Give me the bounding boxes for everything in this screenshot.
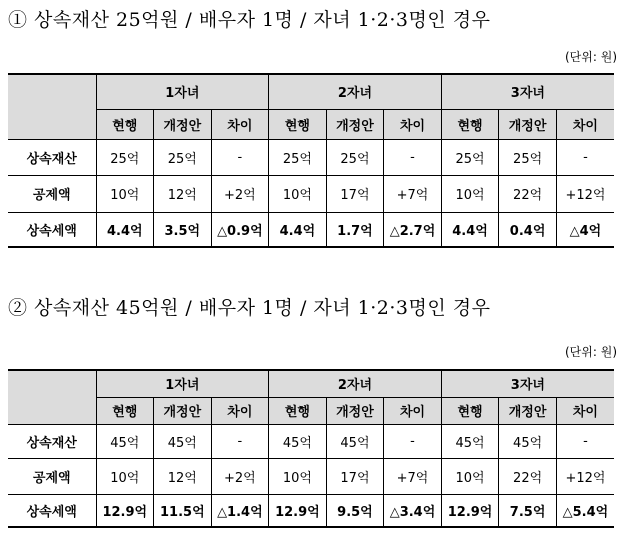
sub-header: 현행 xyxy=(441,109,499,139)
inheritance-tax-table-2 xyxy=(8,369,614,528)
section-heading: ② 상속재산 45억원 / 배우자 1명 / 자녀 1·2·3명인 경우 xyxy=(8,297,491,319)
table-cell: 4.4억 xyxy=(269,212,327,247)
row-label: 공제액 xyxy=(8,458,96,494)
inheritance-tax-table-1 xyxy=(8,73,614,248)
sub-header: 현행 xyxy=(269,109,327,139)
table-cell: △3.4억 xyxy=(384,494,442,527)
table-cell: △2.7억 xyxy=(384,212,442,247)
table-cell: 10억 xyxy=(96,175,154,212)
table-cell: 12.9억 xyxy=(96,494,154,527)
table-row xyxy=(8,458,614,494)
table-cell: 25억 xyxy=(441,139,499,175)
header-corner xyxy=(8,74,96,139)
table-cell: - xyxy=(211,139,269,175)
table-cell: 4.4억 xyxy=(96,212,154,247)
table-cell: 12.9억 xyxy=(441,494,499,527)
table-cell: - xyxy=(384,139,442,175)
table-cell: 9.5억 xyxy=(326,494,384,527)
table-cell: 12.9억 xyxy=(269,494,327,527)
group-header: 2자녀 xyxy=(269,370,442,397)
table-row xyxy=(8,175,614,212)
table-cell: 25억 xyxy=(499,139,557,175)
table-cell: 45억 xyxy=(441,424,499,458)
table-cell: 25억 xyxy=(326,139,384,175)
table-cell: - xyxy=(556,139,614,175)
group-header: 1자녀 xyxy=(96,370,269,397)
table-cell: 1.7억 xyxy=(326,212,384,247)
table-cell: 45억 xyxy=(499,424,557,458)
unit-label: (단위: 원) xyxy=(565,50,617,64)
sub-header: 개정안 xyxy=(326,109,384,139)
row-label: 상속재산 xyxy=(8,139,96,175)
sub-header: 개정안 xyxy=(499,397,557,424)
sub-header: 현행 xyxy=(96,397,154,424)
sub-header: 개정안 xyxy=(499,109,557,139)
table-cell: △0.9억 xyxy=(211,212,269,247)
table-row xyxy=(8,139,614,175)
table-cell: 17억 xyxy=(326,175,384,212)
sub-header: 개정안 xyxy=(326,397,384,424)
sub-header: 현행 xyxy=(441,397,499,424)
row-label: 공제액 xyxy=(8,175,96,212)
table-row xyxy=(8,212,614,247)
table-cell: △5.4억 xyxy=(556,494,614,527)
table-cell: 17억 xyxy=(326,458,384,494)
group-header: 3자녀 xyxy=(441,370,614,397)
unit-label: (단위: 원) xyxy=(565,345,617,359)
table-cell: 10억 xyxy=(269,458,327,494)
table-cell: +7억 xyxy=(384,458,442,494)
table-cell: 10억 xyxy=(441,458,499,494)
sub-header: 개정안 xyxy=(154,109,212,139)
row-label: 상속재산 xyxy=(8,424,96,458)
table-cell: +2억 xyxy=(211,175,269,212)
table-cell: 12억 xyxy=(154,175,212,212)
table-row xyxy=(8,494,614,527)
table-cell: +7억 xyxy=(384,175,442,212)
table-cell: 45억 xyxy=(154,424,212,458)
table-row xyxy=(8,424,614,458)
header-corner xyxy=(8,370,96,424)
table-cell: 3.5억 xyxy=(154,212,212,247)
table-cell: 0.4억 xyxy=(499,212,557,247)
table-cell: 25억 xyxy=(96,139,154,175)
table-cell: 45억 xyxy=(269,424,327,458)
table-cell: 25억 xyxy=(269,139,327,175)
table-cell: 10억 xyxy=(96,458,154,494)
table-cell: △4억 xyxy=(556,212,614,247)
row-label: 상속세액 xyxy=(8,494,96,527)
sub-header: 차이 xyxy=(211,397,269,424)
table-cell: 25억 xyxy=(154,139,212,175)
table-cell: - xyxy=(556,424,614,458)
sub-header: 차이 xyxy=(384,397,442,424)
group-header: 3자녀 xyxy=(441,74,614,109)
table-cell: 22억 xyxy=(499,175,557,212)
table-cell: 11.5억 xyxy=(154,494,212,527)
table-cell: +12억 xyxy=(556,458,614,494)
table-cell: 4.4억 xyxy=(441,212,499,247)
sub-header: 차이 xyxy=(556,397,614,424)
table-cell: +12억 xyxy=(556,175,614,212)
sub-header: 차이 xyxy=(556,109,614,139)
table-cell: 7.5억 xyxy=(499,494,557,527)
sub-header: 차이 xyxy=(211,109,269,139)
table-cell: - xyxy=(384,424,442,458)
table-cell: 10억 xyxy=(441,175,499,212)
section-heading: ① 상속재산 25억원 / 배우자 1명 / 자녀 1·2·3명인 경우 xyxy=(8,9,491,31)
table-cell: 10억 xyxy=(269,175,327,212)
sub-header: 현행 xyxy=(96,109,154,139)
sub-header: 차이 xyxy=(384,109,442,139)
table-cell: △1.4억 xyxy=(211,494,269,527)
table-cell: 12억 xyxy=(154,458,212,494)
row-label: 상속세액 xyxy=(8,212,96,247)
table-cell: +2억 xyxy=(211,458,269,494)
table-cell: - xyxy=(211,424,269,458)
table-cell: 45억 xyxy=(326,424,384,458)
sub-header: 개정안 xyxy=(154,397,212,424)
sub-header: 현행 xyxy=(269,397,327,424)
group-header: 2자녀 xyxy=(269,74,442,109)
table-cell: 45억 xyxy=(96,424,154,458)
table-cell: 22억 xyxy=(499,458,557,494)
group-header: 1자녀 xyxy=(96,74,269,109)
